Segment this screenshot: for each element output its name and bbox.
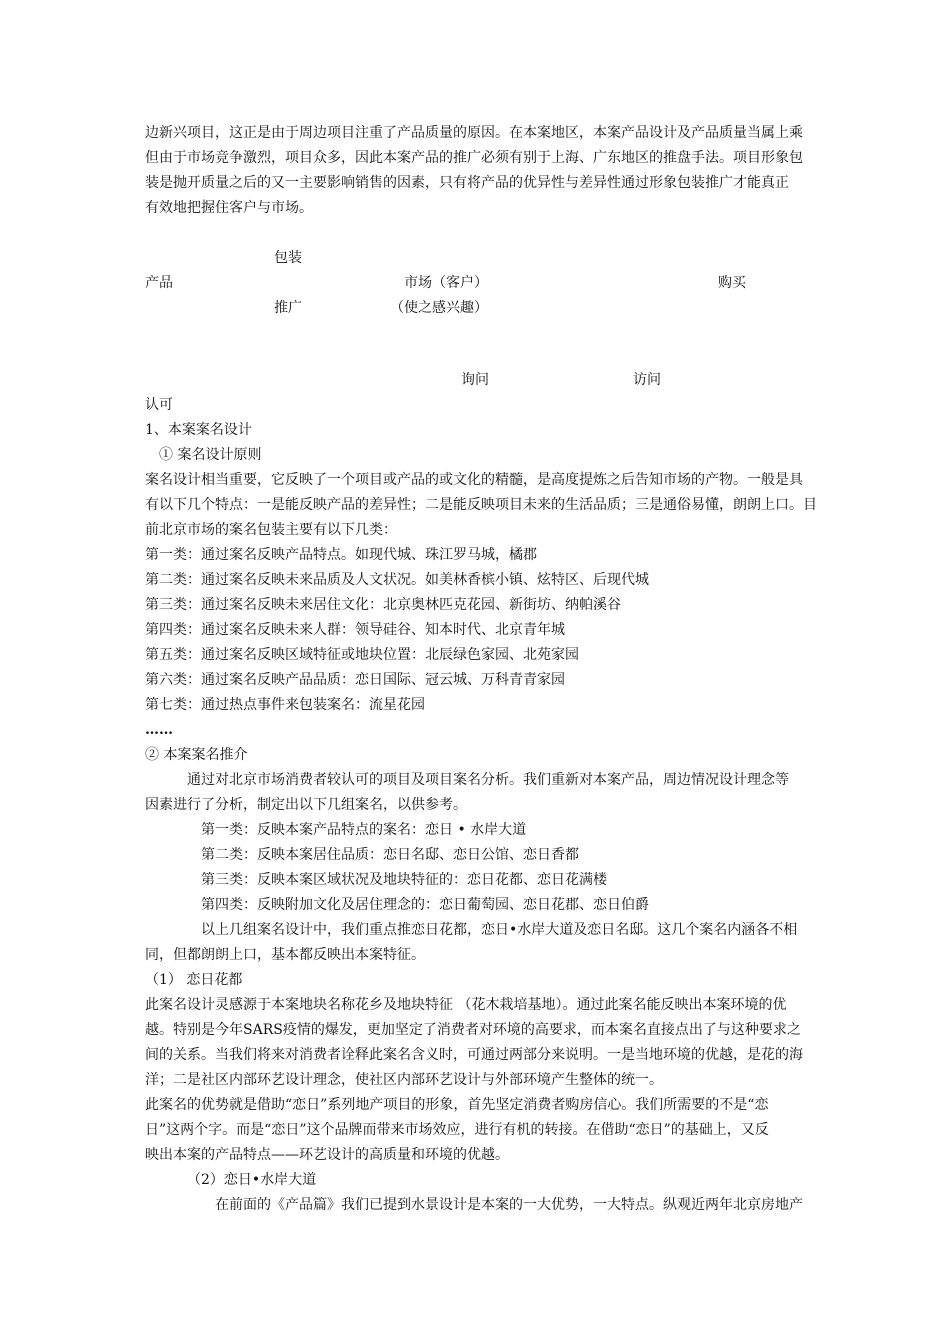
item1-line-1: 此案名设计灵感源于本案地块名称花乡及地块特征 （花木栽培基地）。通过此案名能反映出本案环境的优 [145, 997, 787, 1013]
diagram-buy: 购买 [718, 275, 746, 291]
category-3: 第三类：通过案名反映未来居住文化：北京奥林匹克花园、新街坊、纳帕溪谷 [145, 597, 621, 613]
category-6: 第六类：通过案名反映产品品质：恋日国际、冠云城、万科青青家园 [145, 672, 565, 688]
category-7: 第七类：通过热点事件来包装案名：流星花园 [145, 697, 425, 713]
diagram-approval: 认可 [145, 397, 173, 413]
section-title: 1、本案案名设计 [145, 422, 252, 438]
item2-line-1: 在前面的《产品篇》我们已提到水景设计是本案的一大优势，一大特点。纵观近两年北京房地产 [215, 1197, 803, 1213]
intro-line-4: 有效地把握住客户与市场。 [145, 200, 313, 216]
diagram-packaging: 包装 [274, 250, 302, 266]
item1-line-6: 日”这两个字。而是“恋日”这个品牌而带来市场效应，进行有机的转接。在借助“恋日”的基础上，又反 [145, 1122, 769, 1138]
diagram-interest: （使之感兴趣） [390, 300, 488, 316]
category-5: 第五类：通过案名反映区域特征或地块位置：北辰绿色家园、北苑家园 [145, 647, 579, 663]
principle-line-1: 案名设计相当重要，它反映了一个项目或产品的或文化的精髓，是高度提炼之后告知市场的产物。一般是具 [145, 472, 803, 488]
recommend-title: ② 本案案名推介 [145, 747, 248, 763]
category-4: 第四类：通过案名反映未来人群：领导硅谷、知本时代、北京青年城 [145, 622, 565, 638]
diagram-inquiry: 询问 [461, 372, 489, 388]
item1-line-4: 洋；二是社区内部环艺设计理念，使社区内部环艺设计与外部环境产生整体的统一。 [145, 1072, 663, 1088]
diagram-product: 产品 [145, 275, 173, 291]
diagram-market: 市场（客户） [404, 275, 488, 291]
principle-title: ① 案名设计原则 [159, 447, 262, 463]
item1-line-3: 间的关系。当我们将来对消费者诠释此案名含义时，可通过两部分来说明。一是当地环境的优越，是花的海 [145, 1047, 803, 1063]
name-group-1: 第一类：反映本案产品特点的案名：恋日 • 水岸大道 [201, 822, 527, 838]
name-group-4: 第四类：反映附加文化及居住理念的：恋日葡萄园、恋日花郡、恋日伯爵 [201, 897, 649, 913]
diagram-visit: 访问 [633, 372, 661, 388]
category-1: 第一类：通过案名反映产品特点。如现代城、珠江罗马城，橘郡 [145, 547, 537, 563]
intro-line-3: 装是抛开质量之后的又一主要影响销售的因素，只有将产品的优异性与差异性通过形象包装推广才能真正 [145, 175, 789, 191]
principle-line-3: 前北京市场的案名包装主要有以下几类： [145, 522, 397, 538]
name-group-3: 第三类：反映本案区域状况及地块特征的：恋日花都、恋日花满楼 [201, 872, 607, 888]
focus-line-2: 同，但都朗朗上口，基本都反映出本案特征。 [145, 947, 425, 963]
category-2: 第二类：通过案名反映未来品质及人文状况。如美林香槟小镇、炫特区、后现代城 [145, 572, 649, 588]
intro-line-2: 但由于市场竞争激烈，项目众多，因此本案产品的推广必须有别于上海、广东地区的推盘手法。项目形象包 [145, 150, 803, 166]
item2-title: （2）恋日•水岸大道 [187, 1172, 317, 1188]
name-group-2: 第二类：反映本案居住品质：恋日名邸、恋日公馆、恋日香都 [201, 847, 579, 863]
recommend-line-2: 因素进行了分析，制定出以下几组案名，以供参考。 [145, 797, 467, 813]
recommend-line-1: 通过对北京市场消费者较认可的项目及项目案名分析。我们重新对本案产品，周边情况设计理念等 [187, 772, 789, 788]
intro-line-1: 边新兴项目，这正是由于周边项目注重了产品质量的原因。在本案地区，本案产品设计及产品质量当属上乘 [145, 125, 803, 141]
diagram-promotion: 推广 [274, 300, 302, 316]
item1-line-5: 此案名的优势就是借助“恋日”系列地产项目的形象，首先坚定消费者购房信心。我们所需要的不是“恋 [145, 1097, 769, 1113]
item1-line-2: 越。特别是今年SARS疫情的爆发，更加坚定了消费者对环境的高要求，而本案名直接点出了与这种要求之 [145, 1022, 801, 1038]
ellipsis: …… [145, 722, 173, 738]
item1-title: （1） 恋日花都 [145, 972, 243, 988]
principle-line-2: 有以下几个特点：一是能反映产品的差异性；二是能反映项目未来的生活品质；三是通俗易懂，朗朗上口。目 [145, 497, 817, 513]
item1-line-7: 映出本案的产品特点——环艺设计的高质量和环境的优越。 [145, 1147, 509, 1163]
focus-line-1: 以上几组案名设计中，我们重点推恋日花都，恋日•水岸大道及恋日名邸。这几个案名内涵各不相 [201, 922, 798, 938]
